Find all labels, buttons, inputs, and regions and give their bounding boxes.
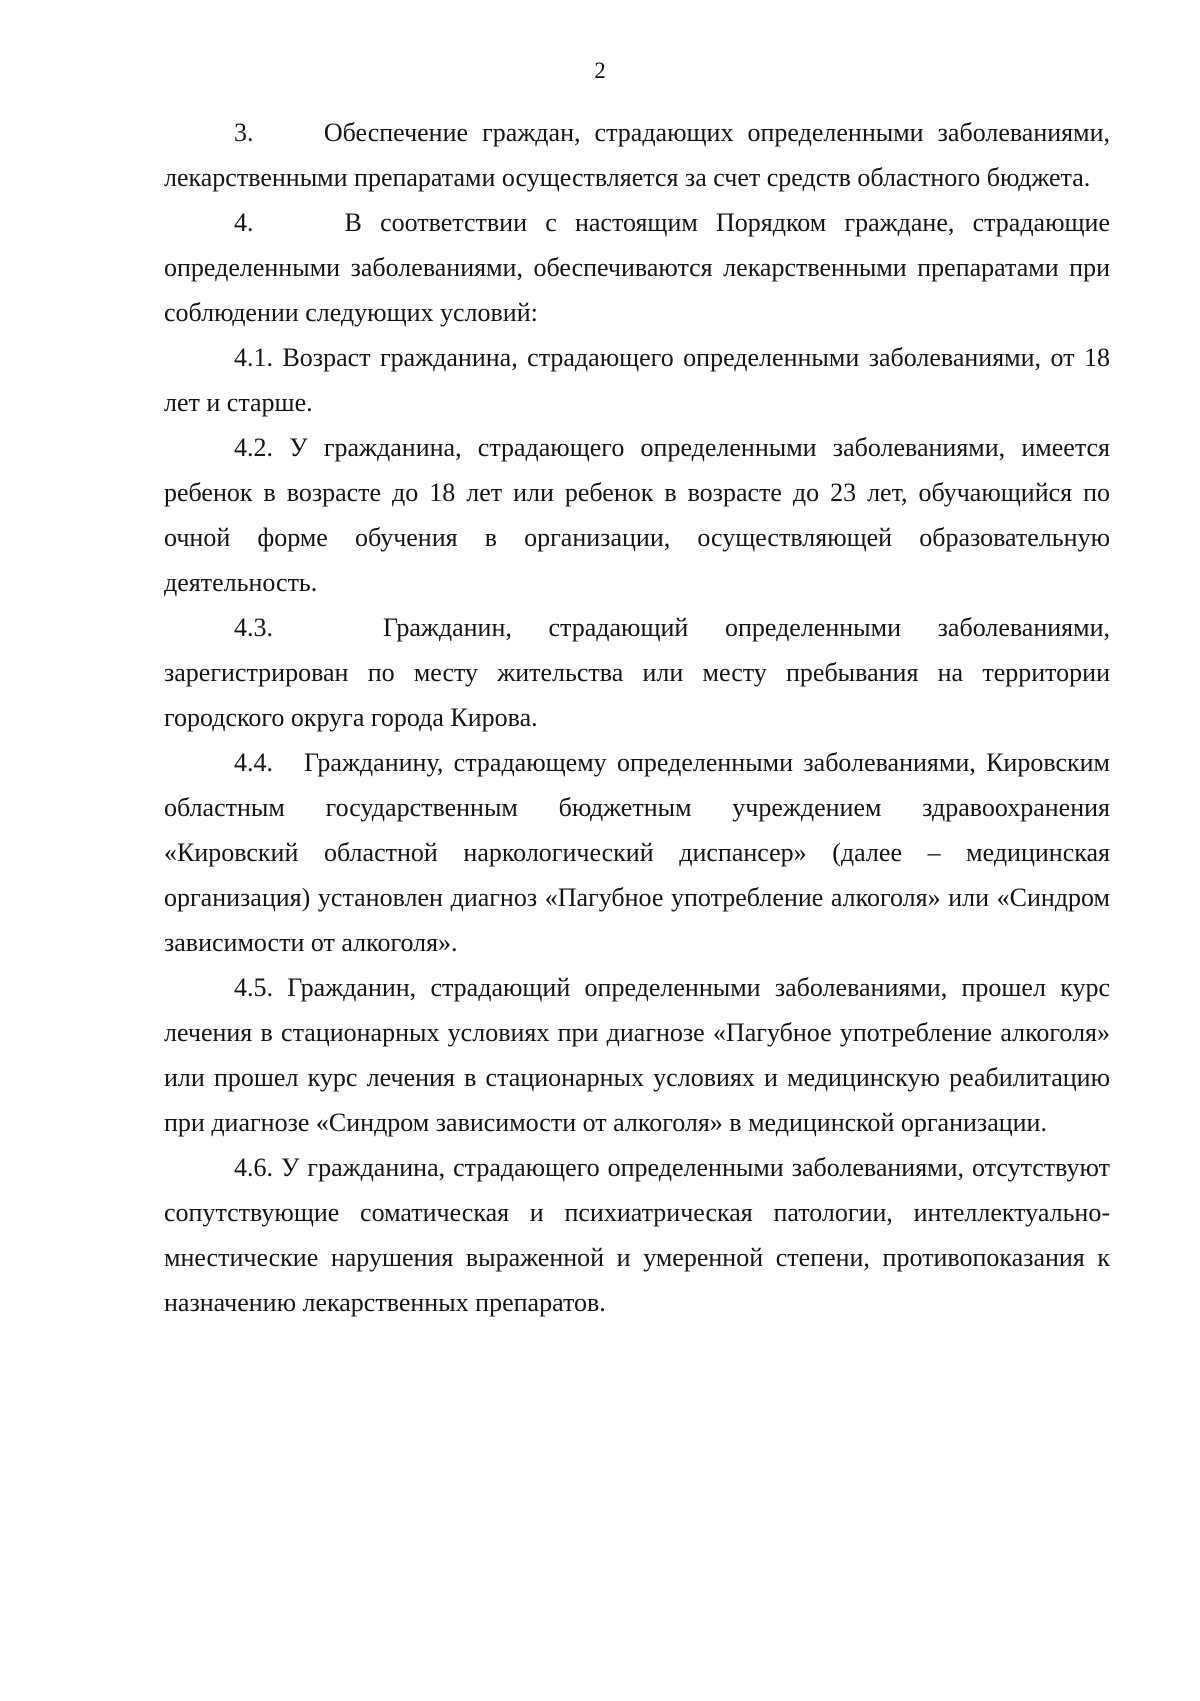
paragraph-4-5: 4.5. Гражданин, страдающий определенными заболеваниями, прошел курс лечения в стационарных условиях при диагнозе «Пагубное употребление алкоголя» или прошел курс лечения в стационарных условиях и медицинскую реабилитацию при диагнозе «Синдром зависимости от алкоголя» в медицинской организации.: [164, 973, 1110, 1137]
paragraph-4: 4. В соответствии с настоящим Порядком граждане, страдающие определенными заболеваниями, обеспечиваются лекарственными препаратами при соблюдении следующих условий:: [164, 208, 1110, 327]
paragraph-4-6: 4.6. У гражданина, страдающего определенными заболеваниями, отсутствуют сопутствующие соматическая и психиатрическая патологии, интеллектуально-мнестические нарушения выраженной и умеренной степени, противопоказания к назначению лекарственных препаратов.: [164, 1153, 1110, 1317]
document-body: [164, 110, 1110, 1325]
page-number: 2: [594, 58, 606, 83]
paragraph-4-1: 4.1. Возраст гражданина, страдающего определенными заболеваниями, от 18 лет и старше.: [164, 343, 1110, 417]
paragraph-4-2: 4.2. У гражданина, страдающего определенными заболеваниями, имеется ребенок в возрасте до 18 лет или ребенок в возрасте до 23 лет, обучающийся по очной форме обучения в организации, осуществляющей образовательную деятельность.: [164, 433, 1110, 597]
paragraph-3: 3. Обеспечение граждан, страдающих определенными заболеваниями, лекарственными препаратами осуществляется за счет средств областного бюджета.: [164, 118, 1110, 192]
paragraph-4-3: 4.3. Гражданин, страдающий определенными заболеваниями, зарегистрирован по месту жительства или месту пребывания на территории городского округа города Кирова.: [164, 613, 1110, 732]
paragraph-4-4: 4.4. Гражданину, страдающему определенными заболеваниями, Кировским областным государственным бюджетным учреждением здравоохранения «Кировский областной наркологический диспансер» (далее – медицинская организация) установлен диагноз «Пагубное употребление алкоголя» или «Синдром зависимости от алкоголя».: [164, 748, 1110, 957]
